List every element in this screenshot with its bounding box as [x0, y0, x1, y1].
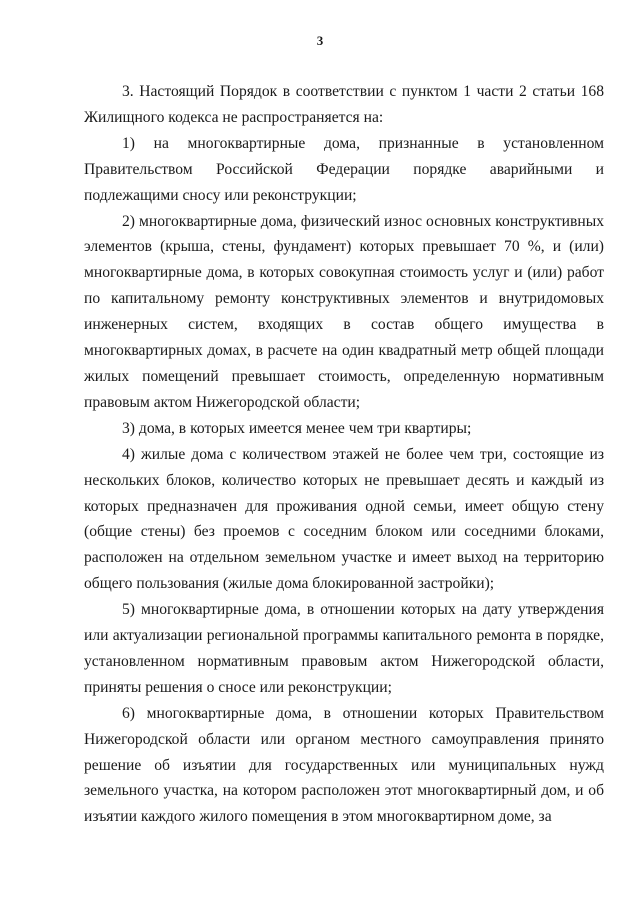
- paragraph-item-6: 6) многоквартирные дома, в отношении которых Правительством Нижегородской области или органом местного самоуправления принято решение об изъятии для государственных или муниципальных нужд земельного участка, на котором расположен этот многоквартирный дом, и об изъятии каждого жилого помещения в этом многоквартирном доме, за: [84, 704, 604, 826]
- page-number: 3: [316, 33, 324, 48]
- paragraph-item-5: 5) многоквартирные дома, в отношении которых на дату утверждения или актуализации региональной программы капитального ремонта в порядке, установленном нормативным правовым актом Нижегородской области, приняты решения о сносе или реконструкции;: [84, 601, 604, 696]
- paragraph-item-1: 1) на многоквартирные дома, признанные в установленном Правительством Российской Федерации порядке аварийными и подлежащими сносу или реконструкции;: [84, 134, 604, 204]
- paragraph-intro: 3. Настоящий Порядок в соответствии с пунктом 1 части 2 статьи 168 Жилищного кодекса не распространяется на:: [84, 83, 604, 126]
- paragraph-item-3: 3) дома, в которых имеется менее чем три квартиры;: [122, 419, 472, 437]
- paragraph-item-2: 2) многоквартирные дома, физический износ основных конструктивных элементов (крыша, стены, фундамент) которых превышает 70 %, и (или) многоквартирные дома, в которых совокупная стоимость услуг и (или) работ по капитальному ремонту конструктивных элементов и внутридомовых инженерных систем, входящих в состав общего имущества в многоквартирных домах, в расчете на один квадратный метр общей площади жилых помещений превышает стоимость, определенную нормативным правовым актом Нижегородской области;: [84, 212, 604, 411]
- document-body: [84, 79, 604, 830]
- paragraph-item-4: 4) жилые дома с количеством этажей не более чем три, состоящие из нескольких блоков, количество которых не превышает десять и каждый из которых предназначен для проживания одной семьи, имеет общую стену (общие стены) без проемов с соседним блоком или соседними блоками, расположен на отдельном земельном участке и имеет выход на территорию общего пользования (жилые дома блокированной застройки);: [84, 445, 604, 593]
